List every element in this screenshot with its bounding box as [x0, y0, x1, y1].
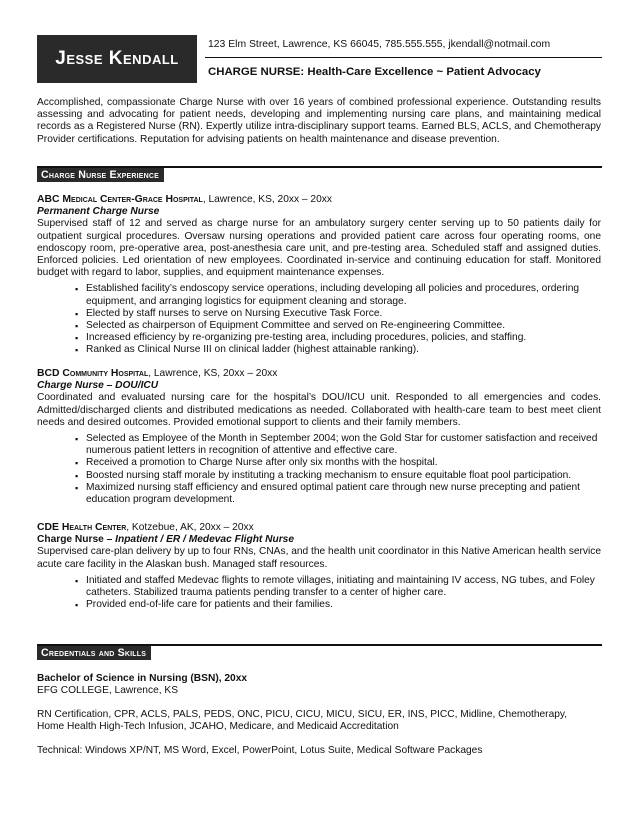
job-achievements [37, 575, 601, 612]
employer-location-dates: , Lawrence, KS, 20xx – 20xx [202, 194, 332, 205]
achievement-item: ▪ Received a promotion to Charge Nurse after only six months with the hospital. [75, 457, 601, 469]
achievement-item: ▪ Boosted nursing staff morale by instituting a tracking mechanism to ensure equitable float pool participation. [75, 470, 601, 482]
certifications-block [37, 709, 601, 733]
job-entry-1 [37, 194, 601, 357]
certifications-line: RN Certification, CPR, ACLS, PALS, PEDS, ONC, PICU, CICU, MICU, SICU, ER, INS, PICC, Midline, Chemotherapy, [37, 709, 568, 720]
job-entry-2 [37, 368, 601, 506]
employer-name: ABC Medical Center-Grace Hospital [37, 194, 203, 205]
job-achievements [37, 433, 601, 506]
achievement-item: ▪ Selected as chairperson of Equipment Committee and served on Re-engineering Committee. [75, 320, 601, 332]
job-role: Charge Nurse – DOU/ICU [37, 380, 159, 392]
header-divider [205, 57, 602, 58]
job-achievements [37, 283, 601, 356]
headline: CHARGE NURSE: Health-Care Excellence ~ Patient Advocacy [208, 66, 541, 78]
achievement-item: ▪ Increased efficiency by re-organizing pre-testing area, including procedures, policies, and staffing. [75, 332, 601, 344]
job-role [37, 534, 601, 546]
education-block [37, 673, 601, 697]
employer-name: CDE Health Center [37, 522, 127, 533]
employer-location-dates: , Lawrence, KS, 20xx – 20xx [148, 368, 278, 379]
contact-info: 123 Elm Street, Lawrence, KS 66045, 785.555.555, jkendall@notmail.com [208, 39, 551, 50]
job-role-prefix: Charge Nurse – [37, 534, 116, 546]
employer-location-dates: , Kotzebue, AK, 20xx – 20xx [126, 522, 254, 533]
achievement-item: ▪ Established facility’s endoscopy service operations, including developing all policies and procedures, ordering equipment, and arranging logistics for equipment cleaning and storage. [75, 283, 601, 307]
achievement-item: ▪ Elected by staff nurses to serve on Nursing Executive Task Force. [75, 308, 601, 320]
achievement-item: ▪ Initiated and staffed Medevac flights to remote villages, initiating and maintaining IV access, NG tubes, and Foley catheters. Stabilized trauma patients pending transfer to a center of higher care. [75, 575, 601, 599]
achievement-item: ▪ Maximized nursing staff efficiency and ensured optimal patient care through new nurse precepting and patient education program development. [75, 482, 601, 506]
job-role-title: Inpatient / ER / Medevac Flight Nurse [115, 534, 295, 546]
job-entry-3 [37, 522, 601, 611]
achievement-item: ▪ Ranked as Clinical Nurse III on clinical ladder (highest attainable ranking). [75, 344, 601, 356]
degree: Bachelor of Science in Nursing (BSN), 20xx [37, 673, 248, 684]
achievement-item: ▪ Provided end-of-life care for patients and their families. [75, 599, 601, 611]
school: EFG COLLEGE, Lawrence, KS [37, 685, 178, 697]
job-description: Supervised staff of 12 and served as charge nurse for an ambulatory surgery center serving up to 50 patients daily for outpatient surgical procedures. Oversaw nursing operations and provided patient care across four operating rooms, one endoscopy room, pre-operative area, post-anesthesia care unit, and pre-testing area. Scheduled staff and assigned duties. Enforced policies. Led orientation of new employees. Coordinated in-service and continuing education for staff. Monitored budget with regard to labor, supplies, and equipment maintenance expenses. [37, 218, 601, 279]
job-description: Supervised care-plan delivery by up to four RNs, CNAs, and the health unit coordinator in this Native American health service acute care facility in the Alaskan bush. Managed staff resources. [37, 546, 601, 570]
certifications-line: Home Health High-Tech Infusion, JCAHO, Medicare, and Medicaid Accreditation [37, 721, 399, 733]
credentials-section-title: Credentials and Skills [37, 646, 151, 660]
employer-name: BCD Community Hospital [37, 368, 149, 379]
technical-skills: Technical: Windows XP/NT, MS Word, Excel, PowerPoint, Lotus Suite, Medical Software Packages [37, 745, 483, 756]
candidate-name: Jesse Kendall [37, 35, 197, 83]
experience-section-title: Charge Nurse Experience [37, 168, 164, 182]
professional-summary: Accomplished, compassionate Charge Nurse with over 16 years of combined professional experience. Outstanding results assessing and advocating for patient needs, developing and implementing nursing care plans, and maintaining medical records as a Registered Nurse (RN). Expertly utilize intra-disciplinary support teams. Earned BLS, ACLS, and Chemotherapy Provider certifications. Reputation for advising patients on health maintenance and disease prevention. [37, 97, 601, 145]
achievement-item: ▪ Selected as Employee of the Month in September 2004; won the Gold Star for customer satisfaction and received numerous patient letters in recognition of attentive and effective care. [75, 433, 601, 457]
job-role: Permanent Charge Nurse [37, 206, 160, 218]
job-description: Coordinated and evaluated nursing care for the hospital’s DOU/ICU unit. Responded to all emergencies and codes. Admitted/discharged clients and distributed medications as needed. Collaborated with health-care team to best meet client needs and desired outcomes. Provided emotional support to clients and their family members. [37, 392, 601, 428]
